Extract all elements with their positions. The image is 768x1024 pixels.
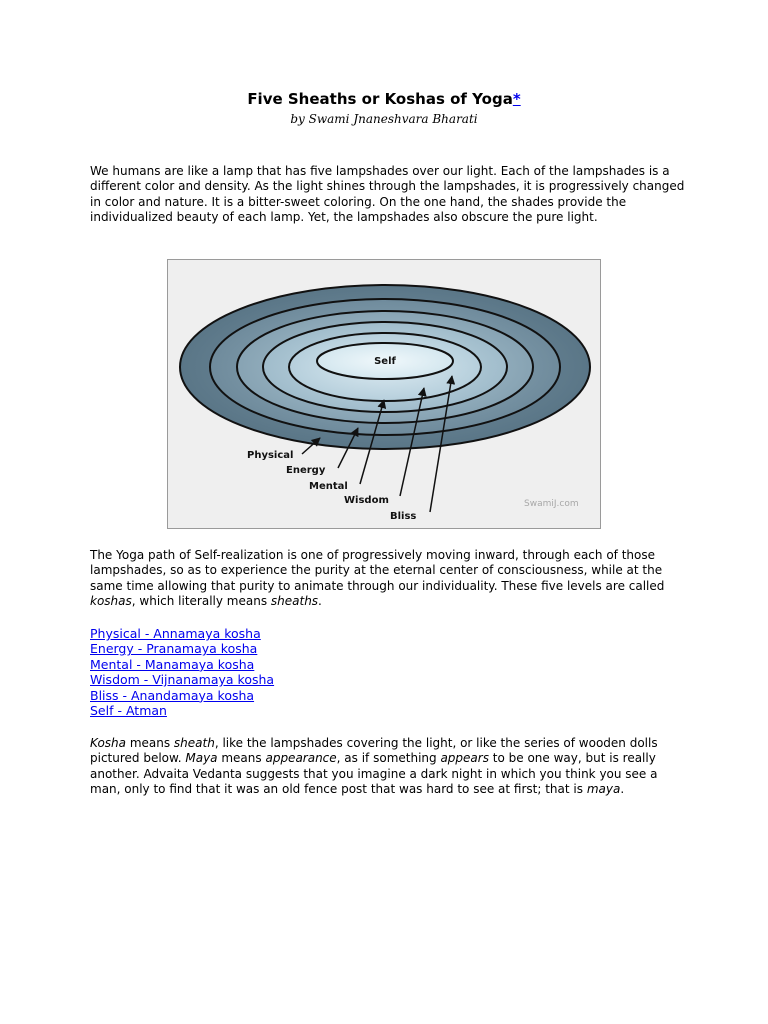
link-bliss[interactable]: Bliss - Anandamaya kosha xyxy=(90,687,255,703)
link-wisdom[interactable]: Wisdom - Vijnanamaya kosha xyxy=(90,672,275,688)
kosha-link-list xyxy=(90,626,274,718)
self-label: Self xyxy=(374,356,396,367)
wisdom-label: Wisdom xyxy=(344,495,389,506)
p3-em-maya-2: maya xyxy=(586,782,621,797)
p3-t3: means xyxy=(217,751,266,766)
p3-t4: , as if something xyxy=(336,751,441,766)
p3-em-appearance: appearance xyxy=(265,751,337,766)
physical-label: Physical xyxy=(247,450,294,461)
p3-em-maya: Maya xyxy=(185,751,218,766)
link-energy[interactable]: Energy - Pranamaya kosha xyxy=(90,641,258,657)
p3-t2: , like the lampshades covering the light, or like the series of wooden dolls pictured below. xyxy=(90,736,658,766)
title-footnote-link[interactable]: * xyxy=(512,90,521,108)
p3-em-kosha: Kosha xyxy=(90,736,126,750)
p3-t1: means xyxy=(126,736,174,750)
watermark: SwamiJ.com xyxy=(524,499,579,509)
p3-em-appears: appears xyxy=(440,751,489,766)
p2-text: The Yoga path of Self-realization is one of progressively moving inward, through each of those lampshades, so as to experience the purity at the eternal center of consciousness, while at the same time allowing that purity to animate through our individuality. These five levels are called xyxy=(90,548,665,593)
title-text: Five Sheaths or Koshas of Yoga xyxy=(247,90,513,108)
byline: by Swami Jnaneshvara Bharati xyxy=(290,112,478,126)
yoga-path-paragraph xyxy=(90,548,690,610)
p2-em-koshas: koshas xyxy=(90,594,132,609)
energy-label: Energy xyxy=(286,465,326,476)
intro-paragraph: We humans are like a lamp that has five lampshades over our light. Each of the lampshades is a different color and density. As the light shines through the lampshades, it is progressively changed in color and nature. It is a bitter-sweet coloring. On the one hand, the shades provide the individualized beauty of each lamp. Yet, the lampshades also obscure the pure light. xyxy=(90,164,685,225)
link-mental[interactable]: Mental - Manamaya kosha xyxy=(90,656,255,672)
p3-t5: to be one way, but is really another. Advaita Vedanta suggests that you imagine a dark night in which you think you see a man, only to find that it was an old fence post that was hard to see at first; that is xyxy=(90,751,658,797)
p2-mid: , which literally means xyxy=(131,594,271,609)
p3-t6: . xyxy=(620,782,625,797)
link-self[interactable]: Self - Atman xyxy=(90,703,167,719)
p2-em-sheaths: sheaths xyxy=(270,594,319,609)
koshas-figure xyxy=(167,259,601,529)
koshas-diagram xyxy=(168,260,602,530)
bliss-label: Bliss xyxy=(390,511,417,522)
link-physical[interactable]: Physical - Annamaya kosha xyxy=(90,626,261,641)
kosha-maya-paragraph xyxy=(90,736,690,798)
p3-em-sheath: sheath xyxy=(173,736,215,750)
page-title xyxy=(0,90,768,108)
p2-end: . xyxy=(318,594,322,609)
mental-label: Mental xyxy=(309,481,348,492)
